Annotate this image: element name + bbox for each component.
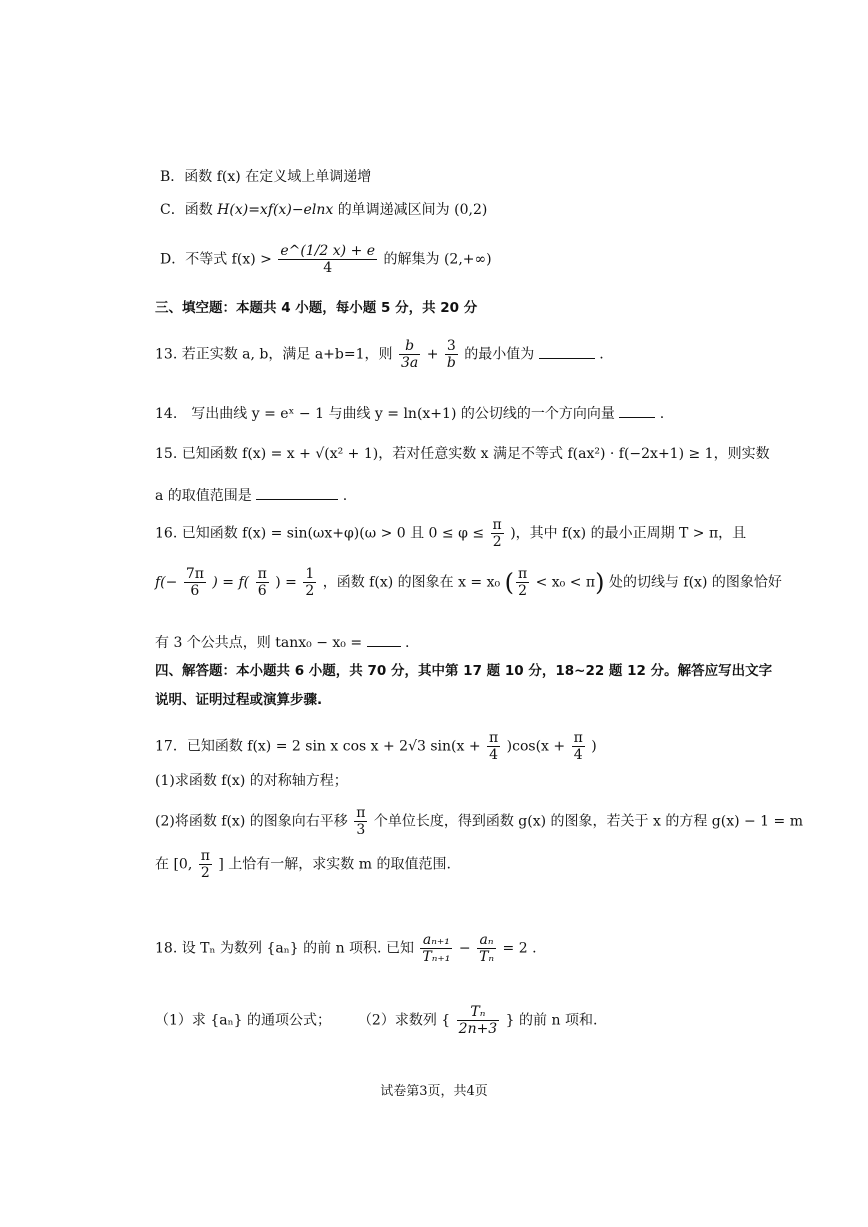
- option-b: [160, 170, 371, 184]
- q17-pi2-den: 2: [200, 865, 210, 882]
- question-18-parts: [155, 1004, 597, 1037]
- q13-end: .: [599, 346, 604, 363]
- q17-frac-pi-2: [199, 848, 212, 881]
- q17-stem-mid: )cos(x +: [506, 738, 566, 755]
- option-d-fraction: [278, 243, 377, 276]
- q18-stem-prefix: 18. 设 Tₙ 为数列 {aₙ} 的前 n 项积. 已知: [155, 940, 414, 957]
- option-b-text: B．函数 f(x) 在定义域上单调递增: [160, 169, 372, 185]
- q18-f3-num: Tₙ: [457, 1004, 500, 1021]
- q17-frac-pi-3: [354, 805, 367, 838]
- option-c-formula: H(x)=xf(x)−elnx: [217, 202, 334, 218]
- q16-frac-pi-6: [256, 566, 269, 599]
- option-d-prefix: D．不等式 f(x) >: [160, 251, 272, 268]
- q16-f4-den: 2: [518, 583, 528, 600]
- question-14: [155, 405, 664, 421]
- q17-pi2-num: π: [200, 848, 210, 864]
- option-d-denominator: 4: [323, 260, 333, 277]
- option-c-prefix: C．函数: [160, 202, 213, 218]
- q17-pi4-den-b: 4: [573, 747, 583, 764]
- q13-frac2-num: 3: [445, 338, 458, 355]
- q15-end: .: [342, 488, 348, 504]
- q13-fraction-2: [445, 338, 458, 371]
- q16-frac-7pi-6: [184, 566, 206, 599]
- q16-frac-1-2: [303, 566, 316, 599]
- option-d: [160, 243, 492, 276]
- q18-f2-num: aₙ: [477, 932, 496, 949]
- q18-frac-3: [457, 1004, 500, 1037]
- q18-f2-den: Tₙ: [479, 949, 495, 966]
- q16-l2-d: ，函数 f(x) 的图象在 x = x₀: [322, 574, 501, 591]
- q16-f2-den: 6: [257, 583, 267, 600]
- q16-f2-num: π: [257, 566, 267, 582]
- q17-stem-end: ): [591, 738, 597, 755]
- q15-answer-blank: [256, 487, 338, 500]
- q16-right-paren: ): [595, 568, 605, 597]
- q17-pi4-num-b: π: [573, 730, 583, 746]
- section-3-heading: 三、填空题：本题共 4 小题，每小题 5 分，共 20 分: [155, 300, 478, 316]
- q18-stem-suffix: = 2 .: [502, 940, 537, 957]
- question-17-stem: [155, 730, 597, 763]
- q18-f3-den: 2n+3: [458, 1021, 498, 1038]
- q14-text: 14. 写出曲线 y = eˣ − 1 与曲线 y = ln(x+1) 的公切线的一个方向向量: [155, 406, 615, 422]
- q16-f1-den: 6: [190, 583, 200, 600]
- q16-l2-e: < x₀ < π: [535, 574, 596, 591]
- q17-part2-suffix: 个单位长度，得到函数 g(x) 的图象，若关于 x 的方程 g(x) − 1 = m: [373, 813, 803, 830]
- option-d-suffix: 的解集为 (2,+∞): [383, 251, 492, 268]
- q14-answer-blank: [619, 405, 655, 418]
- q16-l2-a: f(−: [155, 574, 178, 591]
- q17-frac-pi-4-a: [487, 730, 500, 763]
- q17-part2-line2-suffix: ] 上恰有一解，求实数 m 的取值范围.: [218, 856, 451, 873]
- q16-line1-prefix: 16. 已知函数 f(x) = sin(ωx+φ)(ω > 0 且 0 ≤ φ ≤: [155, 525, 485, 542]
- question-13: [155, 338, 604, 371]
- q16-left-paren: (: [504, 568, 514, 597]
- q16-f1-num: 7π: [185, 566, 204, 582]
- question-18-stem: [155, 932, 537, 965]
- question-17-part-2-line-2: [155, 848, 451, 881]
- question-15-line-2: [155, 487, 347, 503]
- option-c: [160, 203, 487, 217]
- question-16-line-2: [155, 566, 782, 599]
- q17-frac-pi-4-b: [572, 730, 585, 763]
- section-4-heading-line-2: 说明、证明过程或演算步骤.: [155, 692, 323, 708]
- q18-part1: （1）求 {aₙ} 的通项公式；: [155, 1012, 332, 1029]
- question-17-part-1: (1)求函数 f(x) 的对称轴方程；: [155, 773, 348, 789]
- q17-pi4-den-a: 4: [489, 747, 499, 764]
- q17-stem-prefix: 17．已知函数 f(x) = 2 sin x cos x + 2√3 sin(x +: [155, 738, 481, 755]
- q16-f3-num: 1: [305, 566, 315, 582]
- q16-frac-pi-2: [516, 566, 529, 599]
- q13-frac1-den: 3a: [400, 355, 419, 372]
- q16-line3-prefix: 有 3 个公共点，则 tanx₀ − x₀ =: [155, 635, 363, 651]
- q18-part2-prefix: （2）求数列 {: [357, 1012, 451, 1029]
- q17-pi3-den: 3: [356, 822, 366, 839]
- q13-answer-blank: [539, 346, 595, 359]
- q13-frac2-den: b: [446, 355, 456, 372]
- q16-l2-c: ) =: [275, 574, 297, 591]
- section-4-heading-line-1: 四、解答题：本小题共 6 小题，共 70 分，其中第 17 题 10 分，18~22 题 12 分。解答应写出文字: [155, 663, 773, 679]
- q16-pi-den: 2: [492, 534, 502, 551]
- question-16-line-1: [155, 517, 746, 550]
- q17-part2-prefix: (2)将函数 f(x) 的图象向右平移: [155, 813, 348, 830]
- question-16-line-3: [155, 634, 409, 650]
- q17-pi3-num: π: [356, 805, 366, 821]
- option-c-suffix: 的单调递减区间为 (0,2): [337, 202, 488, 218]
- option-d-numerator: e^(1/2 x) + e: [280, 243, 376, 259]
- q18-part2-suffix: } 的前 n 项和.: [505, 1012, 598, 1029]
- q18-f1-den: Tₙ₊₁: [422, 949, 451, 966]
- q16-answer-blank: [367, 634, 401, 647]
- q13-plus: +: [426, 346, 439, 363]
- q13-fraction-1: [399, 338, 420, 371]
- q13-frac1-num: b: [399, 338, 420, 355]
- question-17-part-2: [155, 805, 803, 838]
- q17-part2-line2-prefix: 在 [0,: [155, 856, 193, 873]
- q16-line1-suffix: )，其中 f(x) 的最小正周期 T > π，且: [510, 525, 747, 542]
- page-footer: 试卷第3页，共4页: [380, 1084, 488, 1099]
- q16-end: .: [404, 635, 410, 651]
- q18-minus: −: [458, 940, 471, 957]
- q18-frac-2: [477, 932, 496, 965]
- q16-pi-num: π: [492, 517, 502, 533]
- q16-pi-over-2: [491, 517, 504, 550]
- q13-suffix: 的最小值为: [464, 346, 535, 363]
- question-15-line-1: 15. 已知函数 f(x) = x + √(x² + 1)，若对任意实数 x 满足不等式 f(ax²) · f(−2x+1) ≥ 1，则实数: [155, 446, 770, 462]
- q17-pi4-num-a: π: [489, 730, 499, 746]
- q18-frac-1: [420, 932, 452, 965]
- q18-f1-num: aₙ₊₁: [420, 932, 452, 949]
- q16-l2-b: ) = f(: [212, 574, 250, 591]
- q16-f4-num: π: [517, 566, 528, 582]
- q15-line2-prefix: a 的取值范围是: [155, 488, 252, 504]
- q16-f3-den: 2: [305, 583, 315, 600]
- q16-l2-f: 处的切线与 f(x) 的图象恰好: [608, 574, 782, 591]
- q13-prefix: 13. 若正实数 a, b，满足 a+b=1，则: [155, 346, 393, 363]
- q14-end: .: [659, 406, 665, 422]
